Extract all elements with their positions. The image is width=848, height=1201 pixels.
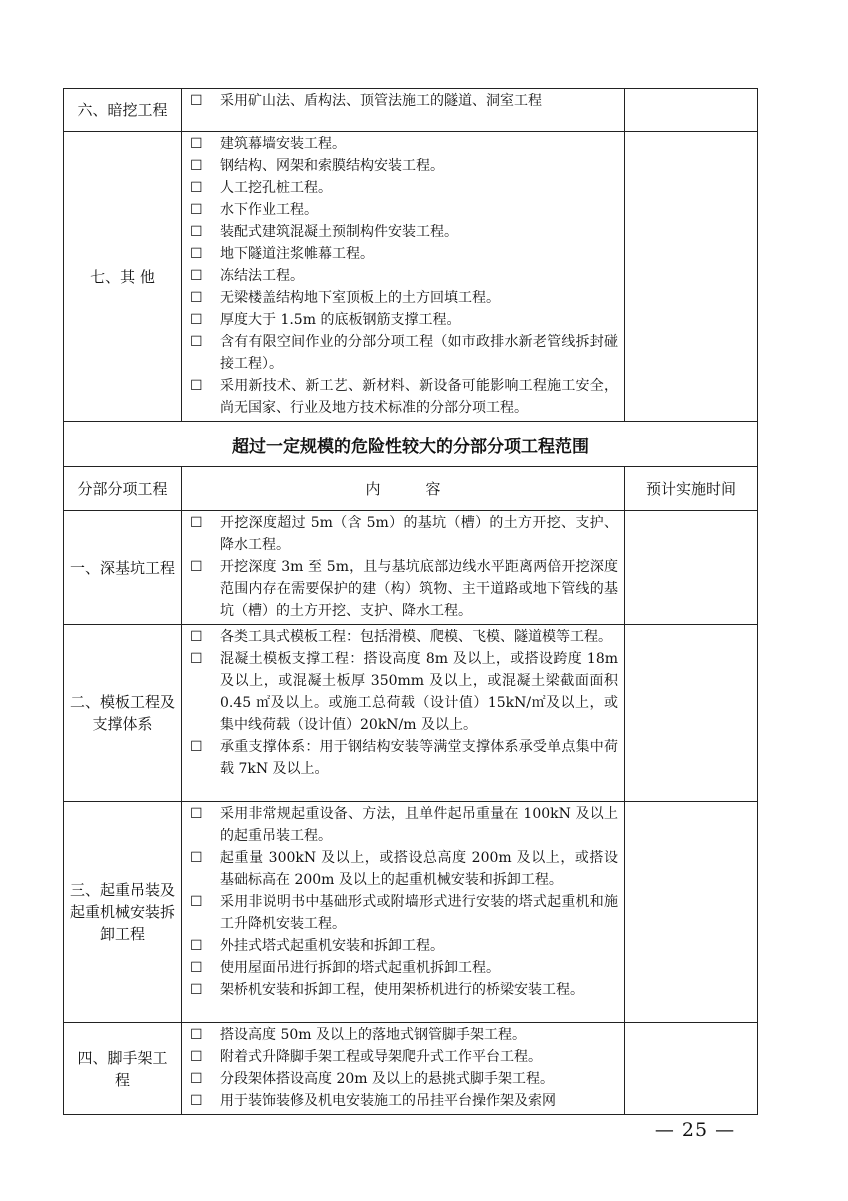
- item-text: 各类工具式模板工程：包括滑模、爬模、飞模、隧道模等工程。: [220, 629, 612, 645]
- checkbox-icon[interactable]: ☐: [190, 224, 203, 240]
- list-item: [190, 648, 618, 736]
- item-text: 水下作业工程。: [220, 202, 318, 218]
- list-item: [190, 309, 618, 331]
- item-text: 开挖深度超过 5m（含 5m）的基坑（槽）的土方开挖、支护、降水工程。: [220, 515, 618, 553]
- list-item: [190, 736, 618, 780]
- list-item: [190, 221, 618, 243]
- item-text: 搭设高度 50m 及以上的落地式钢管脚手架工程。: [220, 1027, 526, 1043]
- list-item: [190, 243, 618, 265]
- list-item: [190, 287, 618, 309]
- list-item: [190, 935, 618, 957]
- schedule-cell[interactable]: [625, 1023, 758, 1115]
- list-item: [190, 199, 618, 221]
- list-item: [190, 512, 618, 556]
- checkbox-icon[interactable]: ☐: [190, 312, 203, 328]
- content-cell: [182, 132, 625, 422]
- item-text: 采用非说明书中基础形式或附墙形式进行安装的塔式起重机和施工升降机安装工程。: [220, 894, 618, 932]
- content-cell: [182, 89, 625, 132]
- header-row: [64, 467, 758, 511]
- category-cell: 四、脚手架工 程: [64, 1023, 182, 1115]
- item-text: 用于装饰装修及机电安装施工的吊挂平台操作架及索网: [220, 1093, 556, 1109]
- item-text: 建筑幕墙安装工程。: [220, 136, 346, 152]
- list-item: [190, 133, 618, 155]
- list-item: [190, 155, 618, 177]
- content-cell: [182, 625, 625, 802]
- checkbox-icon[interactable]: ☐: [190, 378, 203, 394]
- item-text: 采用非常规起重设备、方法，且单件起吊重量在 100kN 及以上的起重吊装工程。: [220, 806, 618, 844]
- category-cell: 七、其 他: [64, 132, 182, 422]
- checkbox-icon[interactable]: ☐: [190, 938, 203, 954]
- list-item: [190, 957, 618, 979]
- item-text: 架桥机安装和拆卸工程，使用架桥机进行的桥梁安装工程。: [220, 982, 584, 998]
- item-text: 使用屋面吊进行拆卸的塔式起重机拆卸工程。: [220, 960, 500, 976]
- checkbox-icon[interactable]: ☐: [190, 136, 203, 152]
- table-row: [64, 1023, 758, 1115]
- checkbox-icon[interactable]: ☐: [190, 515, 203, 531]
- item-text: 混凝土模板支撑工程：搭设高度 8m 及以上，或搭设跨度 18m 及以上，或混凝土板厚 350mm 及以上，或混凝土梁截面面积 0.45 ㎡及以上。或施工总荷载（设计值）15kN/㎡及以上，或集中线荷载（设计值）20kN/m 及以上。: [220, 651, 618, 733]
- table-row: [64, 132, 758, 422]
- section-title: 超过一定规模的危险性较大的分部分项工程范围: [64, 422, 758, 467]
- checkbox-icon[interactable]: ☐: [190, 1071, 203, 1087]
- schedule-cell[interactable]: [625, 625, 758, 802]
- header-col1: 分部分项工程: [64, 467, 182, 511]
- list-item: [190, 177, 618, 199]
- table-row: [64, 511, 758, 625]
- checkbox-icon[interactable]: ☐: [190, 960, 203, 976]
- table-row: [64, 89, 758, 132]
- content-cell: [182, 802, 625, 1023]
- schedule-cell[interactable]: [625, 511, 758, 625]
- schedule-cell[interactable]: [625, 89, 758, 132]
- checkbox-icon[interactable]: ☐: [190, 894, 203, 910]
- item-text: 厚度大于 1.5m 的底板钢筋支撑工程。: [220, 312, 461, 328]
- item-text: 钢结构、网架和索膜结构安装工程。: [220, 158, 444, 174]
- checkbox-icon[interactable]: ☐: [190, 246, 203, 262]
- content-cell: [182, 1023, 625, 1115]
- list-item: [190, 331, 618, 375]
- item-text: 无梁楼盖结构地下室顶板上的土方回填工程。: [220, 290, 500, 306]
- list-item: [190, 1068, 618, 1090]
- checkbox-icon[interactable]: ☐: [190, 202, 203, 218]
- header-col3: 预计实施时间: [625, 467, 758, 511]
- item-text: 外挂式塔式起重机安装和拆卸工程。: [220, 938, 444, 954]
- list-item: [190, 265, 618, 287]
- list-item: [190, 803, 618, 847]
- table-row: [64, 625, 758, 802]
- content-cell: [182, 511, 625, 625]
- item-text: 装配式建筑混凝土预制构件安装工程。: [220, 224, 458, 240]
- checkbox-icon[interactable]: ☐: [190, 739, 203, 755]
- item-text: 人工挖孔桩工程。: [220, 180, 332, 196]
- checkbox-icon[interactable]: ☐: [190, 629, 203, 645]
- checkbox-icon[interactable]: ☐: [190, 806, 203, 822]
- checkbox-icon[interactable]: ☐: [190, 651, 203, 667]
- item-text: 含有有限空间作业的分部分项工程（如市政排水新老管线拆封碰接工程）。: [220, 334, 618, 372]
- item-text: 起重量 300kN 及以上，或搭设总高度 200m 及以上，或搭设基础标高在 200m 及以上的起重机械安装和拆卸工程。: [220, 850, 618, 888]
- list-item: [190, 626, 618, 648]
- hazard-table: [63, 88, 758, 1115]
- list-item: [190, 1046, 618, 1068]
- item-text: 采用矿山法、盾构法、顶管法施工的隧道、洞室工程: [220, 93, 542, 109]
- item-text: 采用新技术、新工艺、新材料、新设备可能影响工程施工安全，尚无国家、行业及地方技术标准的分部分项工程。: [220, 378, 618, 416]
- checkbox-icon[interactable]: ☐: [190, 1093, 203, 1109]
- item-text: 开挖深度 3m 至 5m，且与基坑底部边线水平距离两倍开挖深度范围内存在需要保护的建（构）筑物、主干道路或地下管线的基坑（槽）的土方开挖、支护、降水工程。: [220, 559, 618, 619]
- list-item: [190, 556, 618, 622]
- item-text: 承重支撑体系：用于钢结构安装等满堂支撑体系承受单点集中荷载 7kN 及以上。: [220, 739, 618, 777]
- checkbox-icon[interactable]: ☐: [190, 850, 203, 866]
- list-item: [190, 979, 618, 1001]
- checkbox-icon[interactable]: ☐: [190, 559, 203, 575]
- list-item: [190, 375, 618, 419]
- checkbox-icon[interactable]: ☐: [190, 268, 203, 284]
- checkbox-icon[interactable]: ☐: [190, 180, 203, 196]
- list-item: [190, 847, 618, 891]
- item-text: 地下隧道注浆帷幕工程。: [220, 246, 374, 262]
- item-text: 附着式升降脚手架工程或导架爬升式工作平台工程。: [220, 1049, 542, 1065]
- checkbox-icon[interactable]: ☐: [190, 1027, 203, 1043]
- title-row: [64, 422, 758, 467]
- category-cell: 一、深基坑工程: [64, 511, 182, 625]
- list-item: [190, 1024, 618, 1046]
- checkbox-icon[interactable]: ☐: [190, 93, 203, 109]
- category-cell: 二、模板工程及支撑体系: [64, 625, 182, 802]
- item-text: 分段架体搭设高度 20m 及以上的悬挑式脚手架工程。: [220, 1071, 554, 1087]
- item-text: 冻结法工程。: [220, 268, 304, 284]
- category-cell: 三、起重吊装及起重机械安装拆卸工程: [64, 802, 182, 1023]
- page-number: — 25 —: [654, 1119, 736, 1141]
- header-col2: 内 容: [182, 467, 625, 511]
- schedule-cell[interactable]: [625, 802, 758, 1023]
- table-row: [64, 802, 758, 1023]
- checkbox-icon[interactable]: ☐: [190, 334, 203, 350]
- list-item: [190, 891, 618, 935]
- category-cell: 六、暗挖工程: [64, 89, 182, 132]
- checkbox-icon[interactable]: ☐: [190, 290, 203, 306]
- list-item: [190, 1090, 618, 1112]
- checkbox-icon[interactable]: ☐: [190, 158, 203, 174]
- list-item: [190, 90, 618, 112]
- checkbox-icon[interactable]: ☐: [190, 982, 203, 998]
- schedule-cell[interactable]: [625, 132, 758, 422]
- checkbox-icon[interactable]: ☐: [190, 1049, 203, 1065]
